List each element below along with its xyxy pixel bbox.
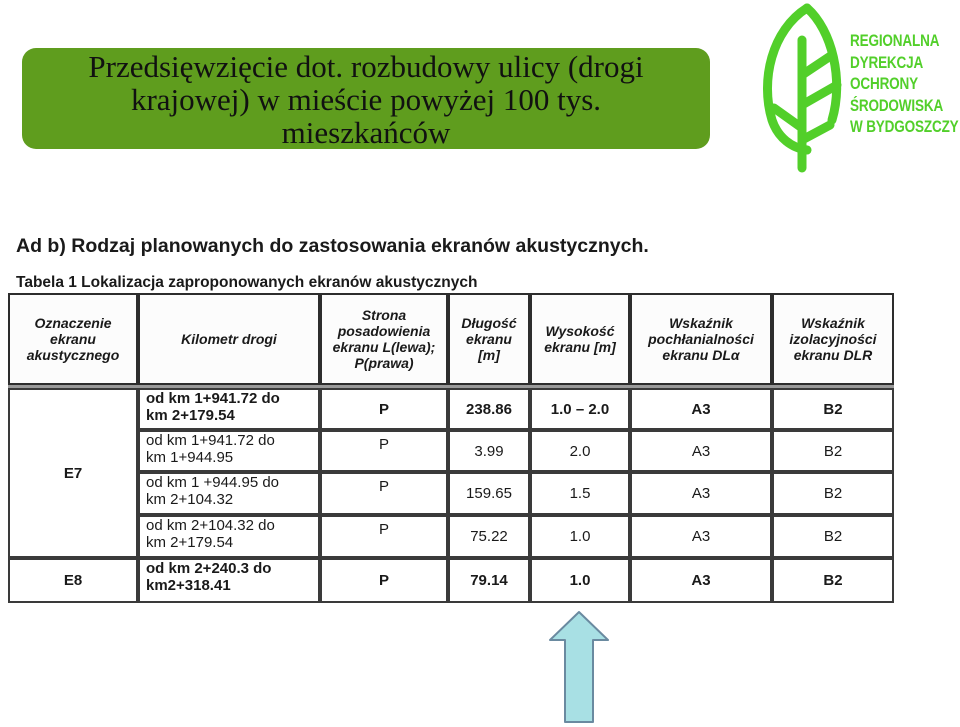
length-cell: 79.14 <box>448 558 530 603</box>
km-from: od km 1+941.72 do <box>146 390 280 407</box>
table-caption: Tabela 1 Lokalizacja zaproponowanych ekranów akustycznych <box>16 274 478 291</box>
length-cell: 3.99 <box>448 430 530 472</box>
header-cell: Wysokość ekranu [m] <box>530 293 630 385</box>
slide-title-line-3: mieszkańców <box>281 115 451 150</box>
rdos-logo <box>752 0 960 175</box>
logo-line-5: W BYDGOSZCZY <box>850 118 959 136</box>
header-cell: Wskaźnik pochłanialności ekranu DLα <box>630 293 772 385</box>
length-cell: 238.86 <box>448 388 530 430</box>
length-cell: 75.22 <box>448 515 530 558</box>
side-cell: P <box>320 388 448 430</box>
header-cell: Oznaczenie ekranu akustycznego <box>8 293 138 385</box>
table-row <box>138 430 320 472</box>
slide-title-box <box>22 48 710 149</box>
side-cell: P <box>320 472 448 515</box>
logo-line-2: DYREKCJA <box>850 53 924 72</box>
up-arrow-icon <box>548 610 610 725</box>
screens-table <box>8 293 894 603</box>
height-cell: 1.0 – 2.0 <box>530 388 630 430</box>
km-to: km 1+944.95 <box>146 449 234 466</box>
header-cell: Wskaźnik izolacyjności ekranu DLR <box>772 293 894 385</box>
height-cell: 2.0 <box>530 430 630 472</box>
logo-line-4: ŚRODOWISKA <box>850 96 944 115</box>
table-row <box>138 558 320 603</box>
km-to: km 2+179.54 <box>146 534 234 551</box>
dlr-cell: B2 <box>772 388 894 430</box>
km-to: km 2+179.54 <box>146 407 235 424</box>
dla-cell: A3 <box>630 472 772 515</box>
km-to: km 2+104.32 <box>146 491 234 508</box>
dla-cell: A3 <box>630 515 772 558</box>
logo-line-1: REGIONALNA <box>850 32 940 50</box>
dlr-cell: B2 <box>772 558 894 603</box>
section-heading: Ad b) Rodzaj planowanych do zastosowania ekranów akustycznych. <box>16 235 649 257</box>
dlr-cell: B2 <box>772 430 894 472</box>
table-row <box>138 472 320 515</box>
side-cell: P <box>320 515 448 558</box>
slide-title-line-2: krajowej) w mieście powyżej 100 tys. <box>130 82 602 117</box>
length-cell: 159.65 <box>448 472 530 515</box>
dla-cell: A3 <box>630 388 772 430</box>
side-cell: P <box>320 558 448 603</box>
km-from: od km 1 +944.95 do <box>146 474 280 491</box>
km-from: od km 1+941.72 do <box>146 432 275 449</box>
height-cell: 1.0 <box>530 515 630 558</box>
header-cell: Długość ekranu [m] <box>448 293 530 385</box>
header-cell: Strona posadowienia ekranu L(lewa); P(prawa) <box>320 293 448 385</box>
side-cell: P <box>320 430 448 472</box>
leaf-icon <box>752 0 852 175</box>
dlr-cell: B2 <box>772 515 894 558</box>
logo-wordmark <box>850 31 960 139</box>
header-cell: Kilometr drogi <box>138 293 320 385</box>
table-row <box>138 515 320 558</box>
dlr-cell: B2 <box>772 472 894 515</box>
group-label-e7: E7 <box>8 388 138 558</box>
km-to: km2+318.41 <box>146 577 231 594</box>
height-cell: 1.5 <box>530 472 630 515</box>
km-from: od km 2+104.32 do <box>146 517 275 534</box>
group-label-e8: E8 <box>8 558 138 603</box>
dla-cell: A3 <box>630 558 772 603</box>
height-cell: 1.0 <box>530 558 630 603</box>
logo-line-3: OCHRONY <box>850 75 919 93</box>
km-from: od km 2+240.3 do <box>146 560 272 577</box>
table-row <box>138 388 320 430</box>
dla-cell: A3 <box>630 430 772 472</box>
slide-title-line-1: Przedsięwzięcie dot. rozbudowy ulicy (drogi <box>88 49 644 84</box>
